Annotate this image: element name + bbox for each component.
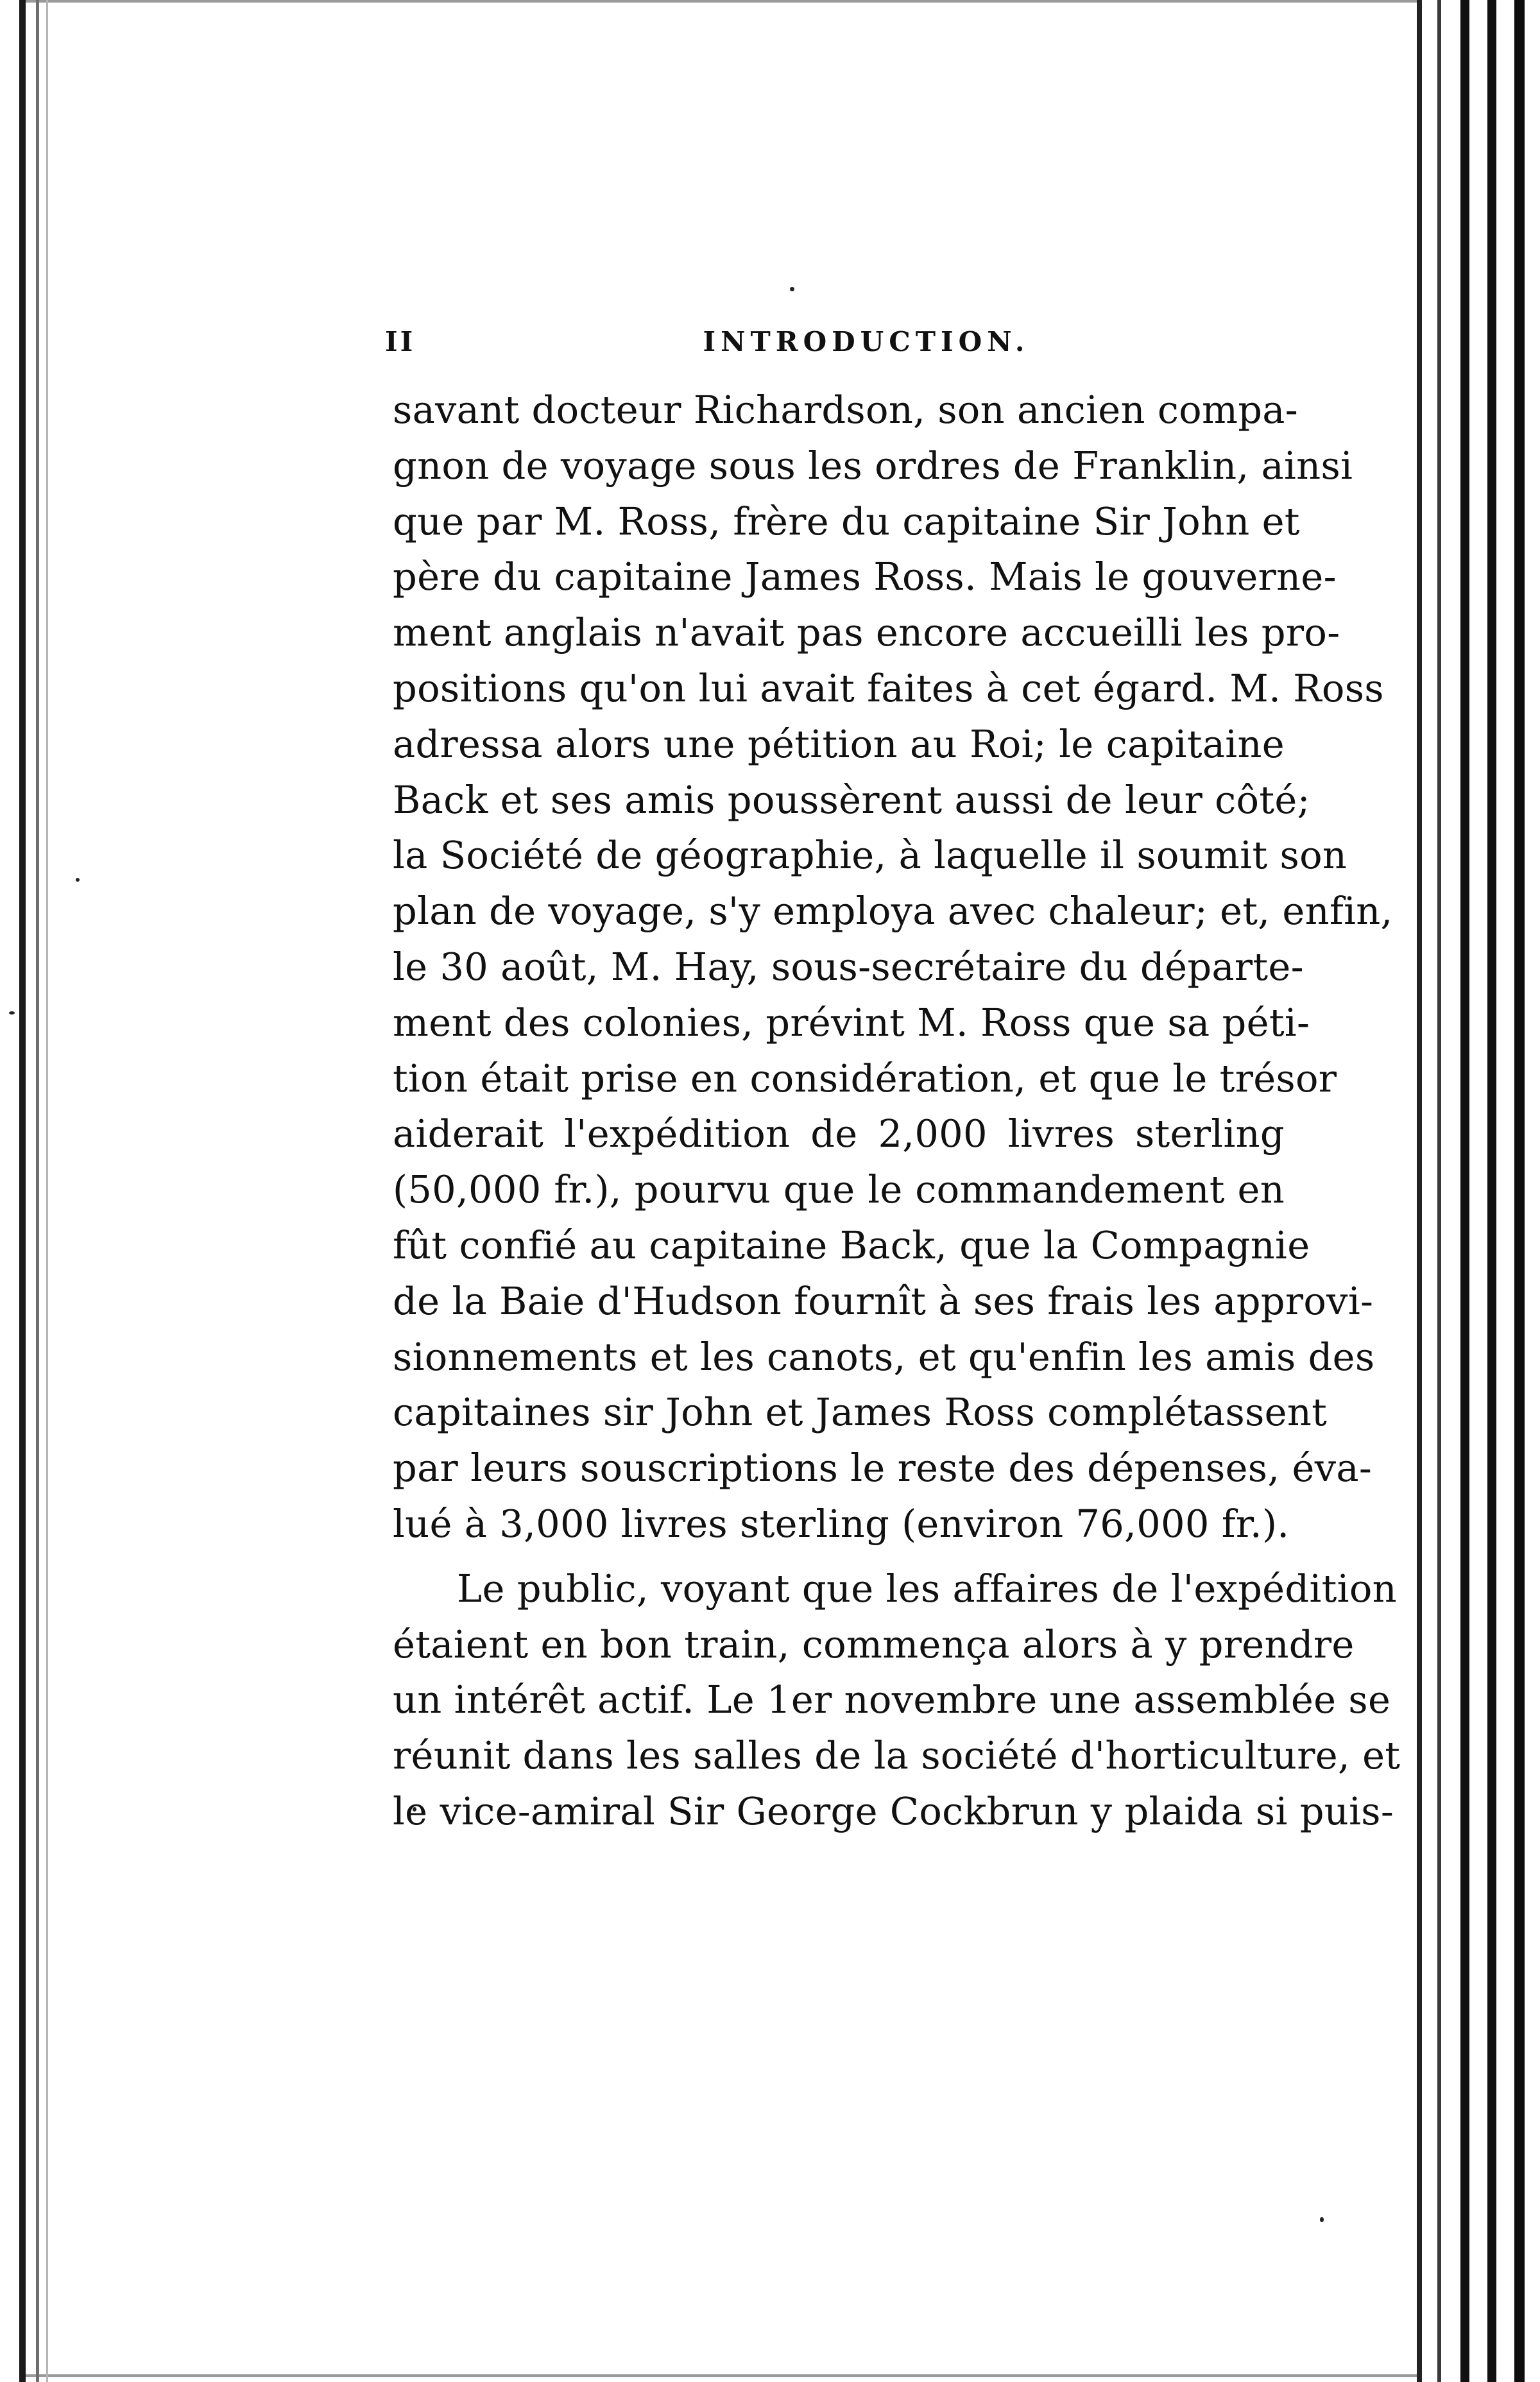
text-line: étaient en bon train, commença alors à y prendre	[393, 1622, 1355, 1667]
page-edge-shadow	[46, 0, 48, 2382]
scan-edge-top	[26, 0, 1417, 3]
print-speck	[790, 287, 794, 291]
page-edge-left	[36, 0, 39, 2382]
text-line: fût confié au capitaine Back, que la Compagnie	[393, 1222, 1310, 1267]
text-line: par leurs souscriptions le reste des dépenses, éva-	[393, 1446, 1373, 1491]
text-line: Back et ses amis poussèrent aussi de leur côté;	[393, 777, 1310, 822]
text-line: ment anglais n'avait pas encore accueilli les pro-	[393, 610, 1340, 655]
text-line: la Société de géographie, à laquelle il soumit son	[393, 833, 1348, 878]
scan-edge-bottom	[26, 2374, 1417, 2377]
text-line: savant docteur Richardson, son ancien compa-	[393, 388, 1299, 432]
text-line: aiderait l'expédition de 2,000 livres sterling	[393, 1111, 1285, 1156]
text-line: lué à 3,000 livres sterling (environ 76,000 fr.).	[393, 1501, 1290, 1546]
text-line: plan de voyage, s'y employa avec chaleur; et, enfin,	[393, 889, 1393, 934]
text-line: de la Baie d'Hudson fournît à ses frais les approvi-	[393, 1278, 1374, 1323]
text-line: le 30 août, M. Hay, sous-secrétaire du départe-	[393, 944, 1304, 989]
text-line: tion était prise en considération, et que le trésor	[393, 1056, 1337, 1101]
text-line: capitaines sir John et James Ross complétassent	[393, 1390, 1328, 1435]
paragraph	[393, 1561, 1401, 1840]
running-head-title: INTRODUCTION.	[703, 326, 1030, 357]
text-line: le vice-amiral Sir George Cockbrun y plaida si puis-	[393, 1788, 1394, 1833]
scan-border-line	[1487, 0, 1496, 2382]
print-speck	[1320, 2217, 1324, 2222]
scan-border-line	[1437, 0, 1441, 2382]
text-line: père du capitaine James Ross. Mais le gouverne-	[393, 554, 1337, 599]
text-line: gnon de voyage sous les ordres de Franklin, ainsi	[393, 443, 1353, 488]
print-speck	[9, 1011, 15, 1015]
text-line: un intérêt actif. Le 1er novembre une assemblée se	[393, 1677, 1391, 1722]
page-edge-right	[1417, 0, 1422, 2382]
text-line: réunit dans les salles de la société d'horticulture, et	[393, 1733, 1401, 1778]
print-speck	[76, 878, 80, 882]
text-line: Le public, voyant que les affaires de l'expédition	[457, 1566, 1397, 1611]
scan-edge-left	[19, 0, 26, 2382]
body-text	[393, 382, 1401, 1840]
scan-border-line	[1460, 0, 1469, 2382]
text-line: sionnements et les canots, et qu'enfin les amis des	[393, 1334, 1375, 1379]
page-number: II	[385, 326, 416, 357]
text-line: (50,000 fr.), pourvu que le commandement en	[393, 1167, 1285, 1212]
scan-border-line	[1514, 0, 1525, 2382]
text-line: ment des colonies, prévint M. Ross que sa péti-	[393, 1000, 1310, 1045]
text-line: positions qu'on lui avait faites à cet égard. M. Ross	[393, 665, 1384, 710]
text-line: adressa alors une pétition au Roi; le capitaine	[393, 721, 1285, 766]
paragraph	[393, 382, 1393, 1552]
running-head	[385, 326, 1348, 371]
text-line: que par M. Ross, frère du capitaine Sir John et	[393, 499, 1300, 544]
